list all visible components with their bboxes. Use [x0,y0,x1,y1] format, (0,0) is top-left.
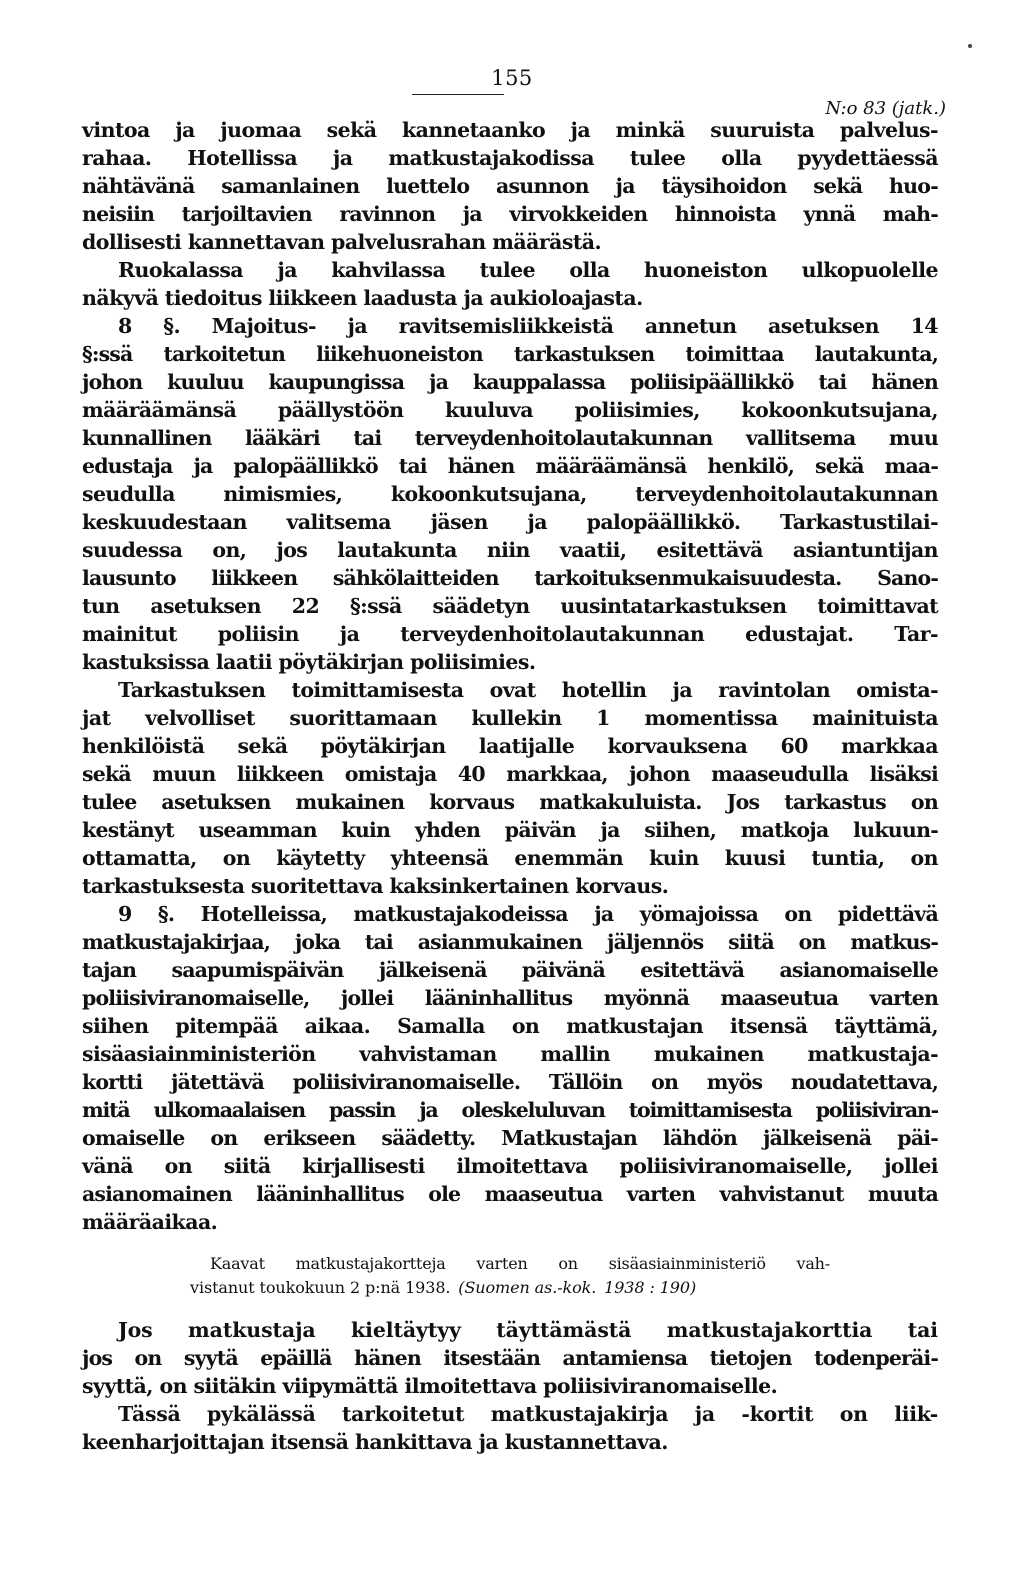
text-line: vintoa ja juomaa sekä kannetaanko ja minkä suuruista palvelus- [82,118,938,142]
text-line: määräämänsä päällystöön kuuluva poliisimies, kokoonkutsujana, [82,398,938,422]
text-line: asianomainen lääninhallitus ole maaseutua varten vahvistanut muuta [82,1182,938,1206]
note-citation: (Suomen as.-kok. [458,1278,597,1297]
text-line: omaiselle on erikseen säädetty. Matkustajan lähdön jälkeisenä päi- [82,1126,938,1150]
note-text: vistanut toukokuun 2 p:nä 1938. [190,1278,451,1297]
text-line: näkyvä tiedoitus liikkeen laadusta ja aukioloajasta. [82,286,643,310]
text-line: mainitut poliisin ja terveydenhoitolautakunnan edustajat. Tar- [82,622,938,646]
text-line: siihen pitempää aikaa. Samalla on matkustajan itsensä täyttämä, [82,1014,938,1038]
text-line: tarkastuksesta suoritettava kaksinkertainen korvaus. [82,874,669,898]
text-line: keskuudestaan valitsema jäsen ja palopäällikkö. Tarkastustilai- [82,510,938,534]
text-line: kunnallinen lääkäri tai terveydenhoitolautakunnan vallitsema muu [82,426,938,450]
text-line: johon kuuluu kaupungissa ja kauppalassa poliisipäällikkö tai hänen [82,370,938,394]
text-line: neisiin tarjoiltavien ravinnon ja virvokkeiden hinnoista ynnä mah- [82,202,938,226]
text-line: kastuksissa laatii pöytäkirjan poliisimies. [82,650,536,674]
text-line: tun asetuksen 22 §:ssä säädetyn uusintatarkastuksen toimittavat [82,594,938,618]
text-line: keenharjoittajan itsensä hankittava ja kustannettava. [82,1430,668,1454]
editorial-note-line: Kaavat matkustajakortteja varten on sisäasiainministeriö vah- [210,1254,830,1273]
text-line: edustaja ja palopäällikkö tai hänen määräämänsä henkilö, sekä maa- [82,454,938,478]
text-line: rahaa. Hotellissa ja matkustajakodissa tulee olla pyydettäessä [82,146,938,170]
text-line: henkilöistä sekä pöytäkirjan laatijalle korvauksena 60 markkaa [82,734,938,758]
text-line: kestänyt useamman kuin yhden päivän ja siihen, matkoja lukuun- [82,818,938,842]
text-line: jat velvolliset suorittamaan kullekin 1 momentissa mainituista [82,706,938,730]
header-rule [412,94,504,95]
text-line: tulee asetuksen mukainen korvaus matkakuluista. Jos tarkastus on [82,790,938,814]
text-line: suudessa on, jos lautakunta niin vaatii, esitettävä asiantuntijan [82,538,938,562]
text-line: sekä muun liikkeen omistaja 40 markkaa, johon maaseudulla lisäksi [82,762,938,786]
text-line: §:ssä tarkoitetun liikehuoneiston tarkastuksen toimittaa lautakunta, [82,342,938,366]
text-line: matkustajakirjaa, joka tai asianmukainen jäljennös siitä on matkus- [82,930,938,954]
text-line: vänä on siitä kirjallisesti ilmoitettava poliisiviranomaiselle, jollei [82,1154,938,1178]
text-line: määräaikaa. [82,1210,218,1234]
text-line: syyttä, on siitäkin viipymättä ilmoitettava poliisiviranomaiselle. [82,1374,778,1398]
text-line: ottamatta, on käytetty yhteensä enemmän kuin kuusi tuntia, on [82,846,938,870]
editorial-note-line [190,1278,830,1298]
text-line: tajan saapumispäivän jälkeisenä päivänä esitettävä asianomaiselle [82,958,938,982]
print-speck [968,44,972,48]
text-line: kortti jätettävä poliisiviranomaiselle. Tällöin on myös noudatettava, [82,1070,938,1094]
text-line: poliisiviranomaiselle, jollei lääninhallitus myönnä maaseutua varten [82,986,938,1010]
text-line: Ruokalassa ja kahvilassa tulee olla huoneiston ulkopuolelle [118,258,938,282]
text-line: Tarkastuksen toimittamisesta ovat hotellin ja ravintolan omista- [118,678,938,702]
text-line: 8 §. Majoitus- ja ravitsemisliikkeistä annetun asetuksen 14 [118,314,938,338]
text-line: sisäasiainministeriön vahvistaman mallin mukainen matkustaja- [82,1042,938,1066]
text-line: Tässä pykälässä tarkoitetut matkustajakirja ja -kortit on liik- [118,1402,938,1426]
text-line: dollisesti kannettavan palvelusrahan määrästä. [82,230,602,254]
text-line: nähtävänä samanlainen luettelo asunnon ja täysihoidon sekä huo- [82,174,938,198]
text-line: Jos matkustaja kieltäytyy täyttämästä matkustajakorttia tai [118,1318,938,1342]
text-line: 9 §. Hotelleissa, matkustajakodeissa ja yömajoissa on pidettävä [118,902,938,926]
note-citation-number: 1938 : 190) [604,1278,697,1297]
running-head: N:o 83 (jatk.) [825,98,946,119]
text-line: seudulla nimismies, kokoonkutsujana, terveydenhoitolautakunnan [82,482,938,506]
text-line: jos on syytä epäillä hänen itsestään antamiensa tietojen todenperäi- [82,1346,938,1370]
text-line: lausunto liikkeen sähkölaitteiden tarkoituksenmukaisuudesta. Sano- [82,566,938,590]
text-line: mitä ulkomaalaisen passin ja oleskeluluvan toimittamisesta poliisiviran- [82,1098,938,1122]
page-number: 155 [491,66,533,90]
